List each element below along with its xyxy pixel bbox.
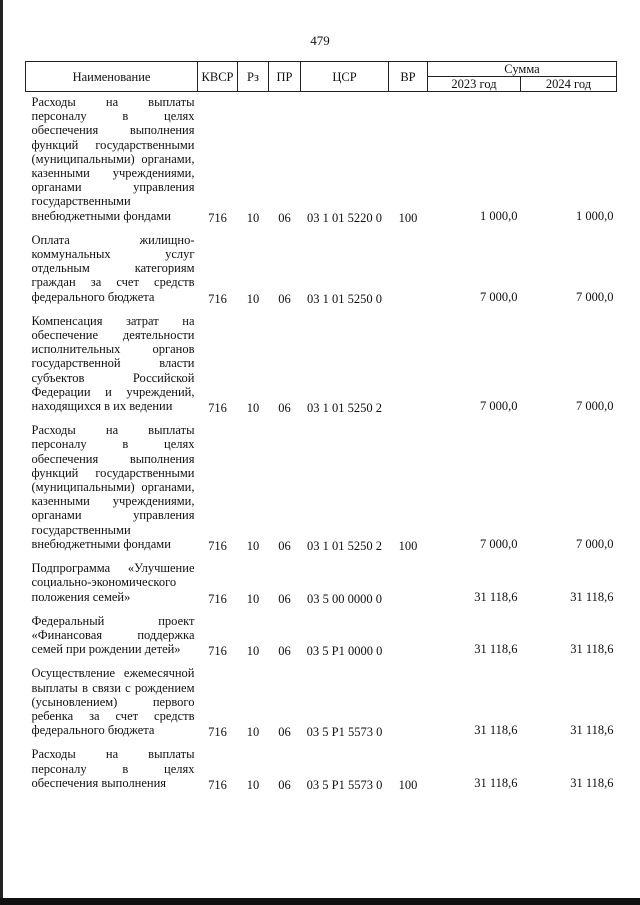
header-year-2024: 2024 год bbox=[521, 77, 617, 92]
row-sum-2024: 1 000,0 bbox=[576, 208, 614, 223]
scan-left-edge bbox=[0, 0, 3, 905]
table-row bbox=[26, 225, 617, 306]
row-name: Подпрограмма «Улучшение социально-экономического положения семей» bbox=[31, 561, 195, 604]
row-sum-2023: 31 118,6 bbox=[474, 775, 518, 790]
row-vr bbox=[389, 306, 428, 415]
row-pr: 06 bbox=[278, 644, 291, 659]
row-sum-2023: 31 118,6 bbox=[474, 642, 518, 657]
table-row bbox=[26, 92, 617, 225]
row-sum-2024: 7 000,0 bbox=[576, 399, 614, 414]
row-pr: 06 bbox=[278, 210, 291, 225]
row-sum-2024: 31 118,6 bbox=[570, 723, 614, 738]
header-name: Наименование bbox=[26, 62, 198, 92]
row-name: Осуществление ежемесячной выплаты в связи с рождением (усыновлением) первого ребенка за счет средств федерального бюджета bbox=[31, 666, 195, 738]
row-rz: 10 bbox=[246, 777, 260, 792]
row-vr bbox=[389, 553, 428, 606]
row-rz: 10 bbox=[246, 291, 260, 306]
row-kvsr: 716 bbox=[208, 725, 227, 740]
row-name: Расходы на выплаты персоналу в целях обеспечения выполнения функций государственными (муниципальными) органами, казенными учреждениями, органами управления государственными внебюджетными фондами bbox=[31, 95, 195, 223]
table-row bbox=[26, 658, 617, 739]
row-pr: 06 bbox=[278, 291, 291, 306]
row-kvsr: 716 bbox=[208, 401, 227, 416]
table-row bbox=[26, 606, 617, 659]
row-csr: 03 5 P1 0000 0 bbox=[306, 644, 383, 659]
row-kvsr: 716 bbox=[208, 777, 227, 792]
row-csr: 03 1 01 5250 2 bbox=[307, 538, 382, 553]
header-kvsr: КВСР bbox=[198, 62, 238, 92]
row-vr bbox=[389, 658, 428, 739]
row-sum-2024: 7 000,0 bbox=[576, 289, 614, 304]
row-sum-2023: 7 000,0 bbox=[480, 289, 518, 304]
row-kvsr: 716 bbox=[208, 210, 227, 225]
row-sum-2023: 31 118,6 bbox=[474, 723, 518, 738]
row-rz: 10 bbox=[246, 591, 260, 606]
row-pr: 06 bbox=[278, 538, 291, 553]
row-kvsr: 716 bbox=[208, 538, 227, 553]
table-row bbox=[26, 739, 617, 792]
row-vr: 100 bbox=[398, 210, 418, 225]
row-pr: 06 bbox=[278, 777, 291, 792]
row-name: Компенсация затрат на обеспечение деятельности исполнительных органов государственной власти субъектов Российской Федерации и учреждений, находящихся в их ведении bbox=[31, 313, 195, 414]
row-pr: 06 bbox=[278, 401, 291, 416]
row-rz: 10 bbox=[246, 725, 260, 740]
row-rz: 10 bbox=[246, 538, 260, 553]
header-pr: ПР bbox=[269, 62, 301, 92]
row-sum-2024: 31 118,6 bbox=[570, 775, 614, 790]
row-sum-2024: 7 000,0 bbox=[576, 536, 614, 551]
row-sum-2024: 31 118,6 bbox=[570, 642, 614, 657]
row-vr bbox=[389, 606, 428, 659]
header-sum: Сумма bbox=[428, 62, 617, 77]
header-rz: Рз bbox=[238, 62, 269, 92]
row-rz: 10 bbox=[246, 401, 260, 416]
row-csr: 03 5 00 0000 0 bbox=[307, 591, 382, 606]
row-kvsr: 716 bbox=[208, 591, 227, 606]
row-name: Федеральный проект «Финансовая поддержка семей при рождении детей» bbox=[31, 613, 195, 657]
row-sum-2023: 31 118,6 bbox=[474, 589, 518, 604]
row-vr: 100 bbox=[398, 538, 418, 553]
page-number: 479 bbox=[310, 33, 330, 48]
row-vr bbox=[389, 225, 428, 306]
row-rz: 10 bbox=[246, 644, 260, 659]
row-name: Расходы на выплаты персоналу в целях обеспечения выполнения bbox=[31, 747, 195, 790]
table-row bbox=[26, 306, 617, 415]
header-year-2023: 2023 год bbox=[428, 77, 521, 92]
budget-table bbox=[25, 61, 617, 792]
scan-bottom-edge bbox=[0, 898, 640, 905]
row-vr: 100 bbox=[398, 777, 418, 792]
header-csr: ЦСР bbox=[301, 62, 389, 92]
row-sum-2023: 7 000,0 bbox=[480, 399, 518, 414]
row-csr: 03 1 01 5250 0 bbox=[307, 291, 382, 306]
row-kvsr: 716 bbox=[208, 291, 227, 306]
row-rz: 10 bbox=[246, 210, 260, 225]
row-csr: 03 1 01 5220 0 bbox=[307, 210, 382, 225]
header-vr: ВР bbox=[389, 62, 428, 92]
row-sum-2024: 31 118,6 bbox=[570, 589, 614, 604]
row-pr: 06 bbox=[278, 591, 291, 606]
row-name: Расходы на выплаты персоналу в целях обеспечения выполнения функций государственными (муниципальными) органами, казенными учреждениями, органами управления государственными внебюджетными фондами bbox=[31, 423, 195, 551]
row-csr: 03 1 01 5250 2 bbox=[307, 401, 382, 416]
table-row bbox=[26, 553, 617, 606]
row-csr: 03 5 P1 5573 0 bbox=[306, 777, 383, 792]
row-sum-2023: 1 000,0 bbox=[480, 208, 518, 223]
row-csr: 03 5 P1 5573 0 bbox=[306, 725, 383, 740]
row-pr: 06 bbox=[278, 725, 291, 740]
row-name: Оплата жилищно-коммунальных услуг отдельным категориям граждан за счет средств федерального бюджета bbox=[31, 232, 195, 304]
row-kvsr: 716 bbox=[208, 644, 227, 659]
row-sum-2023: 7 000,0 bbox=[480, 536, 518, 551]
table-row bbox=[26, 415, 617, 553]
